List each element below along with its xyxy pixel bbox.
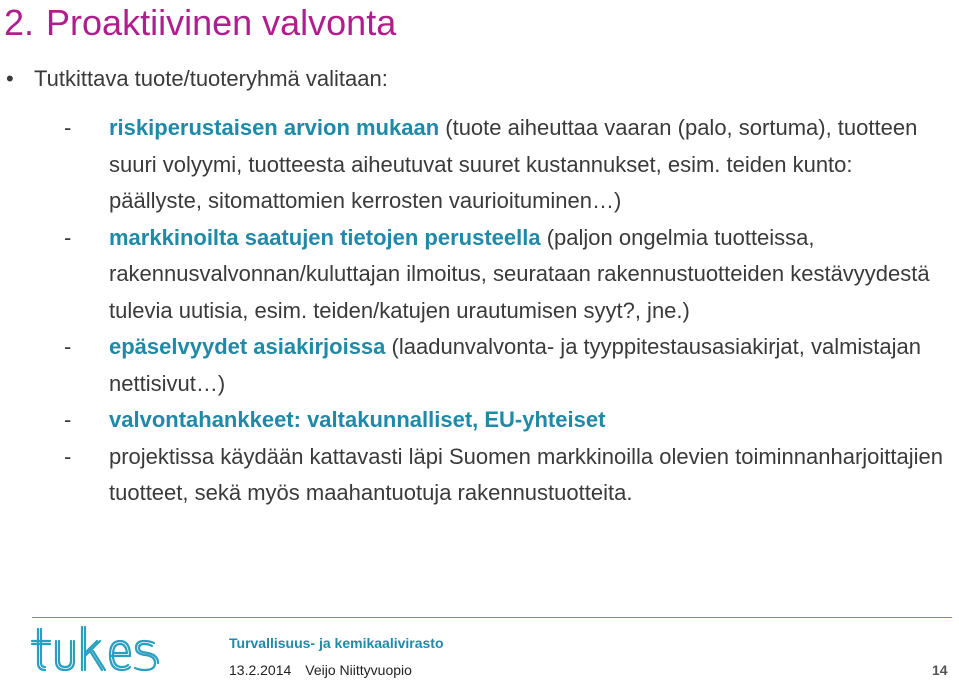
slide-title-number: 2. (4, 2, 35, 43)
dash-marker: - (64, 407, 72, 432)
list-item-project-review (64, 439, 944, 512)
slide-title-text: Proaktiivinen valvonta (46, 2, 397, 43)
footer-divider (32, 617, 952, 618)
footer-author: Veijo Niittyvuopio (305, 662, 412, 678)
item-text: (laadunvalvonta- ja tyyppitestausasiakirjat, valmistajan nettisivut…) (109, 334, 922, 396)
dash-marker: - (64, 334, 72, 359)
item-text: projektissa käydään kattavasti läpi Suomen markkinoilla olevien toiminnanharjoittajien tuotteet, sekä myös maahantuotuja rakennustuotteita. (109, 443, 944, 505)
dash-marker: - (64, 443, 72, 469)
item-highlight: markkinoilta saatujen tietojen perusteella (109, 224, 541, 250)
bullet-marker: • (6, 66, 14, 91)
item-text: (paljon ongelmia tuotteissa, rakennusvalvonnan/kuluttajan ilmoitus, seurataan rakennustuotteiden kestävyydestä tulevia uutisia, esim. teiden/katujen urautumisen syyt?, jne.) (109, 224, 930, 323)
list-item-risk-based (64, 110, 944, 220)
item-highlight: valvontahankkeet: valtakunnalliset, EU-yhteiset (109, 407, 606, 432)
slide-title (4, 2, 396, 44)
footer-date: 13.2.2014 (229, 662, 292, 678)
list-item-surveillance-projects (64, 402, 944, 439)
dash-marker: - (64, 115, 72, 140)
dash-marker: - (64, 224, 72, 250)
item-highlight: riskiperustaisen arvion mukaan (109, 115, 440, 140)
intro-bullet (6, 66, 388, 92)
footer-meta (229, 662, 412, 678)
item-highlight: epäselvyydet asiakirjoissa (109, 334, 386, 359)
list-item-market-information (64, 220, 944, 330)
tukes-logo-mark (30, 623, 170, 679)
page-number: 14 (932, 662, 948, 678)
item-text: (tuote aiheuttaa vaaran (palo, sortuma), tuotteen suuri volyymi, tuotteesta aiheutuvat suuret kustannukset, esim. teiden kunto: päällyste, sitomattomien kerrosten vaurioituminen…) (109, 115, 918, 213)
criteria-list (64, 110, 944, 512)
organization-name: Turvallisuus- ja kemikaalivirasto (229, 635, 444, 651)
intro-text: Tutkittava tuote/tuoteryhmä valitaan: (34, 66, 388, 91)
list-item-document-ambiguities (64, 329, 944, 402)
tukes-logo (30, 623, 170, 684)
